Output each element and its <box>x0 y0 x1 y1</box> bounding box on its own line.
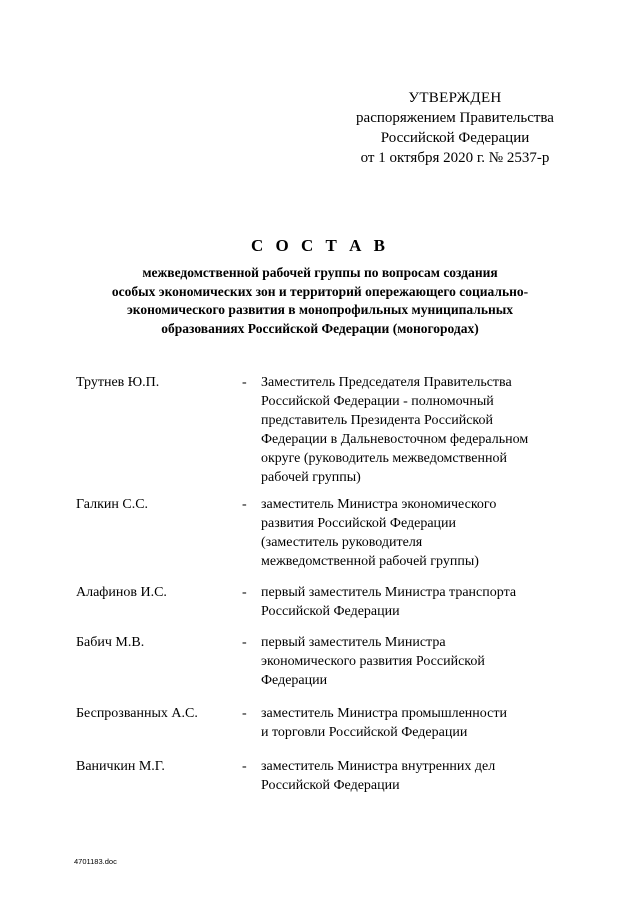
position-line: представитель Президента Российской <box>261 413 494 428</box>
approval-line-2: Российской Федерации <box>380 130 530 146</box>
position-line: и торговли Российской Федерации <box>261 725 468 740</box>
member-name: Алафинов И.С. <box>76 585 167 600</box>
position-line: заместитель Министра экономического <box>261 497 497 512</box>
member-dash: - <box>242 497 247 512</box>
position-line: развития Российской Федерации <box>261 516 457 531</box>
position-line: Российской Федерации <box>261 604 400 619</box>
member-position <box>261 633 561 690</box>
position-line: первый заместитель Министра <box>261 635 446 650</box>
document-title: С О С Т А В <box>251 236 389 255</box>
position-line: Федерации <box>261 673 328 688</box>
member-position <box>261 583 561 621</box>
position-line: первый заместитель Министра транспорта <box>261 585 517 600</box>
subtitle-line: межведомственной рабочей группы по вопросам создания <box>142 265 498 280</box>
position-line: Федерации в Дальневосточном федеральном <box>261 432 529 447</box>
member-row <box>0 495 640 583</box>
member-name: Трутнев Ю.П. <box>76 375 160 390</box>
member-position <box>261 373 561 487</box>
member-position <box>261 704 561 742</box>
subtitle-line: образованиях Российской Федерации (моногородах) <box>161 320 479 336</box>
position-line: заместитель Министра промышленности <box>261 706 507 721</box>
member-row <box>0 373 640 495</box>
position-line: межведомственной рабочей группы) <box>261 554 479 569</box>
members-list <box>0 373 640 797</box>
member-row <box>0 704 640 757</box>
member-dash: - <box>242 585 247 600</box>
member-position <box>261 757 561 795</box>
member-dash: - <box>242 706 247 721</box>
position-line: заместитель Министра внутренних дел <box>261 759 496 774</box>
subtitle-line: экономического развития в монопрофильных муниципальных <box>126 302 514 317</box>
approval-date-number: от 1 октября 2020 г. № 2537-р <box>360 150 550 166</box>
document-subtitle <box>60 264 580 338</box>
member-name: Бабич М.В. <box>76 635 145 650</box>
approval-stamp <box>340 88 570 168</box>
member-dash: - <box>242 375 247 390</box>
position-line: Российской Федерации <box>261 778 400 793</box>
member-dash: - <box>242 635 247 650</box>
member-name: Ваничкин М.Г. <box>76 759 165 774</box>
position-line: Российской Федерации - полномочный <box>261 394 494 409</box>
position-line: округе (руководитель межведомственной <box>261 451 507 466</box>
member-row <box>0 633 640 704</box>
subtitle-line: особых экономических зон и территорий опережающего социально- <box>111 283 529 299</box>
file-code-footer: 4701183.doc <box>74 857 117 866</box>
approval-line-1: распоряжением Правительства <box>356 110 554 126</box>
position-line: (заместитель руководителя <box>261 535 423 550</box>
member-dash: - <box>242 759 247 774</box>
approval-title: УТВЕРЖДЕН <box>408 90 502 106</box>
position-line: экономического развития Российской <box>261 654 485 669</box>
member-name: Галкин С.С. <box>76 497 149 512</box>
position-line: рабочей группы) <box>261 470 361 485</box>
member-row <box>0 757 640 797</box>
member-name: Беспрозванных А.С. <box>76 706 198 721</box>
position-line: Заместитель Председателя Правительства <box>261 375 512 390</box>
member-position <box>261 495 561 571</box>
member-row <box>0 583 640 633</box>
